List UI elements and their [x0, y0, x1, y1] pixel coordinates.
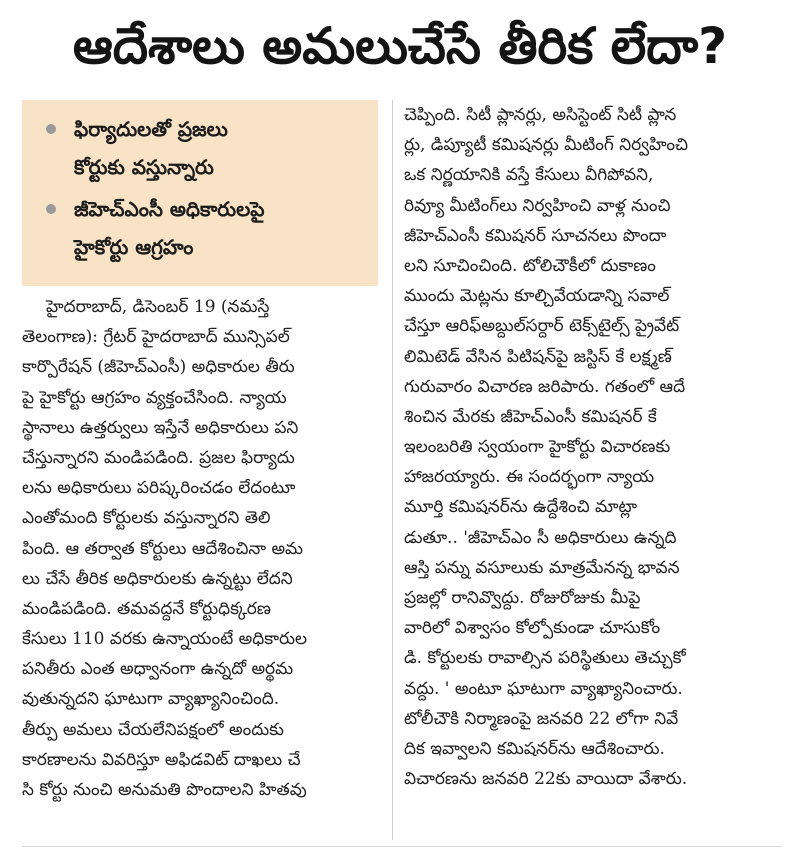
article-line: చేస్తున్నారని మండిపడింది. ప్రజల ఫిర్యాదు [22, 447, 295, 468]
article-line: చెప్పింది. సిటీ ప్లానర్లు, అసిస్టెంట్ సిటీ ప్లాన [404, 105, 677, 125]
highlight-item [44, 110, 368, 186]
article-line: గురువారం విచారణ జరిపారు. గతంలో ఆదే [404, 376, 686, 397]
article-line: వారిలో విశ్వాసం కోల్పోకుండా చూసుకోం [404, 618, 661, 639]
article-line: లను అధికారులు పరిష్కరించడం లేదంటూ [22, 478, 296, 499]
article-line: ముందు మెట్లను కూల్చివేయడాన్ని సవాల్ [404, 286, 670, 307]
article-line: దిక ఇవ్వాలని కమిషనర్‌ను ఆదేశించారు. [404, 738, 665, 759]
article-line: టోలీచౌకి నిర్మాణంపై జనవరి 22 లోగా నివే [404, 708, 679, 729]
article-line: సి కోర్టు నుంచి అనుమతి పొందాలని హితవు [22, 780, 307, 800]
article-line: హైదరాబాద్, డిసెంబర్ 19 (నమస్తే [46, 297, 270, 317]
article-line: ఇలంబరితి స్వయంగా హైకోర్టు విచారణకు [404, 437, 671, 458]
highlight-item [44, 190, 368, 266]
article-line: తెలంగాణ): గ్రేటర్ హైదరాబాద్ మున్సిపల్ [22, 327, 290, 348]
highlight-line: ఫిర్యాదులతో ప్రజలు [74, 117, 228, 141]
article-line: స్థానాలు ఉత్తర్వులు ఇస్తేనే అధికారులు పని [22, 417, 299, 438]
article-line: పింది. ఆ తర్వాత కోర్టులు ఆదేశించినా అమ [22, 538, 304, 559]
article-line: తీర్పు అమలు చేయలేనిపక్షంలో అందుకు [22, 719, 284, 740]
article-line: ఎంతోమంది కోర్టులకు వస్తున్నారని తెలి [22, 508, 271, 529]
article-line: ఒక నిర్ణయానికి వస్తే కేసులు వీగిపోవని, [404, 165, 654, 186]
bottom-rule [22, 846, 782, 847]
highlight-line: హైకోర్టు ఆగ్రహం [74, 235, 194, 259]
article-line: ర్లు, డిప్యూటీ కమిషనర్లు మీటింగ్ నిర్వహించి [404, 135, 689, 156]
article-line: లిమిటెడ్ వేసిన పిటిషన్‌పై జస్టిస్ కే లక్ష్మణ్ [404, 346, 672, 367]
article-line: మండిపడింది. తమవద్దనే కోర్టుధిక్కరణ [22, 598, 271, 619]
article-line: డి. కోర్టులకు రావాల్సిన పరిస్థితులు తెచ్చుకో [404, 648, 686, 669]
article-column-right [404, 100, 784, 794]
highlight-line: కోర్టుకు వస్తున్నారు [74, 155, 214, 179]
bullet-icon [46, 204, 56, 214]
headline: ఆదేశాలు అమలుచేసే తీరిక లేదా? [72, 17, 728, 75]
article-line: లని సూచించింది. టోలిచౌకీలో దుకాణం [404, 255, 656, 276]
article-line: మూర్తి కమిషనర్‌ను ఉద్దేశించి మాట్లా [404, 497, 638, 518]
article-line: వద్దు. ' అంటూ ఘాటుగా వ్యాఖ్యానించారు. [404, 678, 683, 699]
article-line: కార్పొరేషన్ (జీహెచ్ఎంసీ) అధికారుల తీరు [22, 357, 295, 378]
bullet-icon [46, 124, 56, 134]
article-line: లు చేసే తీరిక అధికారులకు ఉన్నట్టు లేదని [22, 568, 293, 589]
article-line: శించిన మేరకు జీహెచ్ఎంసీ కమిషనర్ కే [404, 406, 657, 427]
article-line: కేసులు 110 వరకు ఉన్నాయంటే అధికారుల [22, 629, 308, 650]
column-divider [392, 100, 393, 840]
article-column-left [22, 292, 382, 805]
article-line: కారణాలను వివరిస్తూ అఫిడవిట్ దాఖలు చే [22, 749, 301, 770]
article-line: వుతున్నదని ఘాటుగా వ్యాఖ్యానించింది. [22, 689, 280, 710]
article-line: పై హైకోర్టు ఆగ్రహం వ్యక్తంచేసింది. న్యాయ [22, 387, 287, 408]
article-line: రివ్యూ మీటింగ్‌లు నిర్వహించి వాళ్ల నుంచి [404, 195, 671, 216]
article-line: పనితీరు ఎంత అధ్వానంగా ఉన్నదో అర్థమ [22, 659, 294, 680]
article-line: ఆస్తి పన్ను వసూలుకు మాత్రమేనన్న భావన [404, 557, 680, 578]
article-line: చేస్తూ ఆరిఫ్‌అబ్దుల్‌సర్దార్ టెక్స్‌టైల్స్ ప్రైవేట్ [404, 316, 680, 337]
article-line: జీహెచ్ఎంసీ కమిషనర్ సూచనలు పొందా [404, 225, 667, 246]
highlight-box [22, 100, 378, 286]
article-line: డుతూ.. 'జీహెచ్ఎం సీ అధికారులు ఉన్నది [404, 527, 677, 548]
article-line: విచారణను జనవరి 22కు వాయిదా వేశారు. [404, 769, 688, 790]
article-line: హాజరయ్యారు. ఈ సందర్భంగా న్యాయ [404, 467, 655, 488]
highlight-line: జీహెచ్‌ఎంసీ అధికారులపై [74, 197, 265, 221]
article-line: ప్రజల్లో రానివ్వొద్దు. రోజురోజుకు మీపై [404, 588, 641, 608]
